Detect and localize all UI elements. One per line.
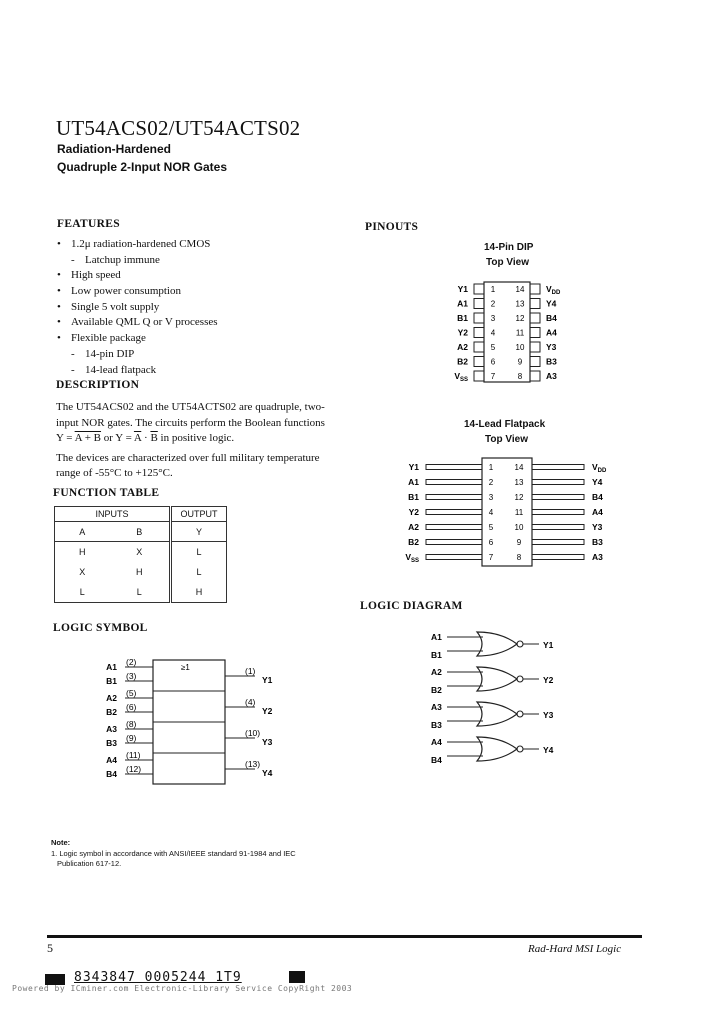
- dip-pin: [530, 342, 540, 352]
- pin-number: 14: [515, 285, 525, 294]
- input-pin-number: (12): [126, 764, 142, 774]
- pin-number: 11: [514, 508, 524, 517]
- list-item: • Single 5 volt supply: [57, 300, 160, 313]
- pin-number: 13: [515, 299, 525, 309]
- nor-gate: [431, 702, 554, 730]
- pin-number: 9: [516, 538, 522, 547]
- pin-number: 1: [490, 285, 496, 294]
- pin-number: 7: [488, 553, 494, 562]
- flatpack-package-diagram: [400, 456, 615, 568]
- output-pin-number: (1): [245, 666, 256, 676]
- gate-function-label: ≥1: [181, 663, 190, 672]
- pin-label: $V_{DD}$: [592, 462, 607, 474]
- input-pin-number: (9): [126, 733, 137, 743]
- input-label: A3: [106, 724, 117, 734]
- table-row: H X L: [55, 542, 227, 563]
- function-table: INPUTS OUTPUT A B Y H X L X H L L L H: [54, 506, 227, 603]
- nor-gate-body: [477, 632, 517, 656]
- function-table-heading: FUNCTION TABLE: [53, 487, 160, 499]
- dip-pin: [474, 328, 484, 338]
- list-item: • Available QML Q or V processes: [57, 316, 218, 329]
- input-label: B1: [106, 676, 117, 686]
- flatpack-lead: [532, 525, 584, 530]
- dip-pin: [474, 357, 484, 367]
- nor-gate: [431, 737, 554, 765]
- features-list: [57, 238, 357, 379]
- output-pin-number: (10): [245, 728, 261, 738]
- nor-gate-body: [477, 702, 517, 726]
- footer-rule: [47, 935, 642, 938]
- gate-input-label: B4: [431, 755, 442, 765]
- pin-number: 8: [516, 553, 522, 562]
- flatpack-lead: [426, 480, 482, 485]
- list-item: - Latchup immune: [71, 253, 160, 266]
- gate-input-label: B2: [431, 685, 442, 695]
- list-item: - 14-pin DIP: [71, 347, 135, 360]
- flatpack-lead: [426, 525, 482, 530]
- list-item: • High speed: [57, 269, 121, 282]
- pin-label: Y2: [408, 507, 419, 517]
- nor-gate-body: [477, 737, 517, 761]
- flatpack-lead: [532, 465, 584, 470]
- input-pin-number: (5): [126, 688, 137, 698]
- note-heading: Note:: [51, 838, 71, 847]
- pin-number: 1: [488, 463, 494, 472]
- flatpack-lead: [532, 495, 584, 500]
- dip-pin: [474, 284, 484, 294]
- pin-number: 13: [514, 478, 524, 487]
- dip-pin: [474, 342, 484, 352]
- pin-label: Y1: [457, 284, 468, 294]
- pin-label: Y4: [546, 298, 557, 309]
- output-label: Y2: [262, 706, 273, 716]
- note-line-1: 1. Logic symbol in accordance with ANSI/IEEE standard 91-1984 and IEC: [51, 849, 296, 858]
- input-label: A2: [106, 693, 117, 703]
- table-row: X H L: [55, 562, 227, 582]
- features-heading: FEATURES: [57, 218, 120, 230]
- pin-number: 6: [488, 538, 494, 547]
- pin-label: Y3: [546, 342, 557, 352]
- pin-number: 10: [515, 343, 525, 352]
- dip-pin: [474, 299, 484, 309]
- note-line-2: Publication 617-12.: [57, 859, 122, 868]
- gate-output-label: Y2: [543, 675, 554, 685]
- flatpack-lead: [532, 555, 584, 560]
- flatpack-lead: [426, 540, 482, 545]
- dip-pin: [474, 313, 484, 323]
- dip-pin: [530, 299, 540, 309]
- pin-number: 7: [490, 372, 496, 381]
- pin-label: $V_{SS}$: [405, 552, 419, 564]
- pin-label: Y2: [457, 327, 468, 338]
- input-pin-number: (8): [126, 719, 137, 729]
- pin-number: 3: [490, 314, 496, 323]
- pin-label: A2: [408, 522, 419, 532]
- pin-number: 12: [514, 493, 524, 502]
- list-item: • 1.2μ radiation-hardened CMOS: [57, 238, 211, 250]
- pin-number: 3: [488, 493, 494, 502]
- pin-number: 5: [488, 523, 494, 532]
- pin-label: A3: [592, 552, 603, 562]
- footer-section: Rad-Hard MSI Logic: [528, 943, 622, 955]
- nor-gate-body: [477, 667, 517, 691]
- page-number: 5: [47, 941, 53, 955]
- pin-label: B2: [408, 537, 419, 547]
- pin-number: 6: [490, 357, 496, 367]
- pin-label: A2: [457, 342, 468, 352]
- flatpack-title: 14-Lead Flatpack: [464, 419, 546, 430]
- gate-input-label: A4: [431, 737, 442, 747]
- pin-number: 10: [514, 523, 524, 532]
- gate-output-label: Y4: [543, 745, 554, 755]
- subtitle-device-type: Quadruple 2-Input NOR Gates: [57, 160, 228, 174]
- pin-label: B2: [457, 356, 468, 367]
- pin-number: 4: [490, 328, 496, 338]
- pin-label: B1: [457, 313, 468, 323]
- gate-input-label: B1: [431, 650, 442, 660]
- input-label: B2: [106, 707, 117, 717]
- flatpack-lead: [532, 540, 584, 545]
- pin-number: 14: [514, 463, 524, 472]
- pinouts-heading: PINOUTS: [365, 221, 419, 233]
- flatpack-subtitle: Top View: [485, 434, 528, 445]
- gate-output-label: Y1: [543, 640, 554, 650]
- dip-subtitle: Top View: [486, 257, 529, 268]
- dip-pin: [530, 357, 540, 367]
- pin-label: B4: [546, 313, 557, 323]
- input-pin-number: (3): [126, 671, 137, 681]
- input-label: B3: [106, 738, 117, 748]
- logic-diagram-heading: LOGIC DIAGRAM: [360, 600, 463, 612]
- dip-pin: [530, 284, 540, 294]
- gate-input-label: B3: [431, 720, 442, 730]
- description-text: The UT54ACS02 and the UT54ACTS02 are quadruple, two- input NOR gates. The circuits perform the Boolean functions Y = A + B or $Y = \overline{A} \cdot \overline{B}$ in positive logic. The devices are characterized over full military temperature range of -55°C to +125°C.: [56, 401, 325, 479]
- pin-number: 4: [488, 508, 494, 517]
- pin-label: B3: [592, 537, 603, 547]
- pin-label: A1: [408, 477, 419, 487]
- dip-pin: [530, 313, 540, 323]
- gate-input-label: A1: [431, 632, 442, 642]
- dip-pin: [474, 371, 484, 381]
- input-pin-number: (2): [126, 657, 137, 667]
- list-item: • Flexible package: [57, 332, 146, 345]
- document-title: UT54ACS02/UT54ACTS02: [56, 116, 301, 140]
- list-item: • Low power consumption: [57, 285, 181, 298]
- gate-output-label: Y3: [543, 710, 554, 720]
- flatpack-lead: [426, 495, 482, 500]
- input-label: B4: [106, 769, 117, 779]
- description-heading: DESCRIPTION: [56, 379, 140, 391]
- pin-number: 12: [515, 314, 525, 323]
- dip-pin: [530, 371, 540, 381]
- gate-input-label: A3: [431, 702, 442, 712]
- barcode-text: 8343847 0005244 1T9: [74, 970, 242, 985]
- pin-number: 2: [488, 478, 494, 487]
- output-label: Y4: [262, 768, 273, 778]
- barcode-block-right: [289, 971, 305, 983]
- logic-symbol-heading: LOGIC SYMBOL: [53, 622, 148, 634]
- flatpack-lead: [426, 510, 482, 515]
- logic-diagram: [425, 622, 595, 772]
- output-pin-number: (13): [245, 759, 261, 769]
- input-label: A1: [106, 662, 117, 672]
- flatpack-lead: [426, 555, 482, 560]
- pin-label: $V_{SS}$: [454, 371, 468, 383]
- output-label: Y1: [262, 675, 273, 685]
- nor-gate: [431, 667, 554, 695]
- pin-label: A3: [546, 371, 557, 381]
- pin-label: B4: [592, 492, 603, 502]
- pin-label: Y1: [408, 462, 419, 472]
- gate-input-label: A2: [431, 667, 442, 677]
- input-pin-number: (11): [126, 750, 141, 760]
- pin-label: $V_{DD}$: [546, 284, 561, 296]
- pin-number: 11: [515, 328, 525, 338]
- pin-label: B3: [546, 356, 557, 367]
- pin-label: A1: [457, 298, 468, 309]
- logic-symbol: [95, 652, 295, 792]
- pin-label: Y3: [592, 522, 603, 532]
- input-label: A4: [106, 755, 117, 765]
- table-row: L L H: [55, 582, 227, 603]
- pin-label: Y4: [592, 477, 603, 487]
- input-pin-number: (6): [126, 702, 137, 712]
- pin-label: A4: [546, 327, 557, 338]
- flatpack-lead: [532, 510, 584, 515]
- flatpack-lead: [532, 480, 584, 485]
- pin-label: B1: [408, 492, 419, 502]
- pin-number: 5: [490, 343, 496, 352]
- subtitle-radiation-hardened: Radiation-Hardened: [57, 142, 172, 156]
- dip-title: 14-Pin DIP: [484, 242, 534, 253]
- dip-pin: [530, 328, 540, 338]
- list-item: - 14-lead flatpack: [71, 363, 157, 376]
- output-label: Y3: [262, 737, 273, 747]
- pin-number: 9: [517, 357, 523, 367]
- watermark: Powered by ICminer.com Electronic-Library Service CopyRight 2003: [12, 984, 353, 993]
- dip-package-diagram: [440, 278, 580, 388]
- pin-number: 8: [517, 372, 523, 381]
- nor-gate: [431, 632, 554, 660]
- output-pin-number: (4): [245, 697, 256, 707]
- flatpack-lead: [426, 465, 482, 470]
- pin-label: A4: [592, 507, 603, 517]
- pin-number: 2: [490, 299, 496, 309]
